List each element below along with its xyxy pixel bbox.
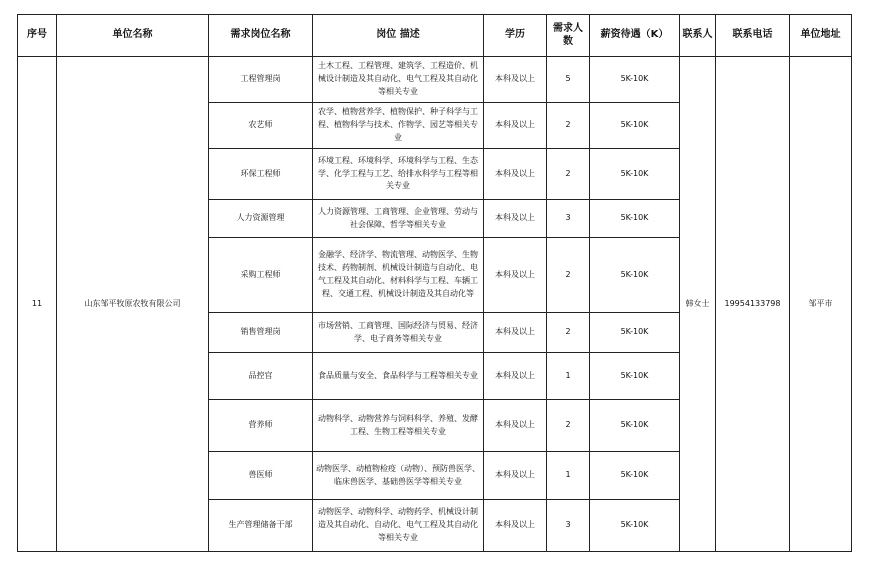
count-cell: 3: [547, 500, 590, 552]
count-cell: 5: [547, 57, 590, 103]
recruitment-table: [17, 14, 852, 552]
salary-cell: 5K-10K: [590, 400, 680, 452]
position-description: 环境工程、环境科学、环境科学与工程、生态学、化学工程与工艺、给排水科学与工程等相关专业: [313, 149, 484, 200]
company-name: 山东邹平牧原农牧有限公司: [57, 57, 209, 552]
header-row: [18, 15, 852, 57]
header-contact: 联系人: [680, 15, 716, 57]
header-address: 单位地址: [790, 15, 852, 57]
position-name: 农艺师: [209, 103, 313, 149]
count-cell: 2: [547, 313, 590, 353]
position-description: 金融学、经济学、物流管理、动物医学、生物技术、药物制剂、机械设计制造与自动化、电气工程及其自动化、材料科学与工程、车辆工程、交通工程、机械设计制造及其自动化等: [313, 238, 484, 313]
education-cell: 本科及以上: [484, 200, 547, 238]
position-description: 人力资源管理、工商管理、企业管理、劳动与社会保障、哲学等相关专业: [313, 200, 484, 238]
header-company: 单位名称: [57, 15, 209, 57]
position-name: 人力资源管理: [209, 200, 313, 238]
education-cell: 本科及以上: [484, 57, 547, 103]
salary-cell: 5K-10K: [590, 149, 680, 200]
count-cell: 3: [547, 200, 590, 238]
education-cell: 本科及以上: [484, 238, 547, 313]
header-salary: 薪资待遇（K）: [590, 15, 680, 57]
salary-cell: 5K-10K: [590, 353, 680, 400]
salary-cell: 5K-10K: [590, 313, 680, 353]
position-name: 环保工程师: [209, 149, 313, 200]
position-description: 动物医学、动植物检疫（动物）、预防兽医学、临床兽医学、基础兽医学等相关专业: [313, 452, 484, 500]
salary-cell: 5K-10K: [590, 103, 680, 149]
education-cell: 本科及以上: [484, 400, 547, 452]
position-name: 生产管理储备干部: [209, 500, 313, 552]
education-cell: 本科及以上: [484, 103, 547, 149]
header-count: 需求人数: [547, 15, 590, 57]
position-name: 品控官: [209, 353, 313, 400]
count-cell: 2: [547, 103, 590, 149]
count-cell: 1: [547, 353, 590, 400]
salary-cell: 5K-10K: [590, 452, 680, 500]
salary-cell: 5K-10K: [590, 57, 680, 103]
position-name: 营养师: [209, 400, 313, 452]
contact-person: 韩女士: [680, 57, 716, 552]
education-cell: 本科及以上: [484, 313, 547, 353]
position-name: 兽医师: [209, 452, 313, 500]
header-education: 学历: [484, 15, 547, 57]
position-description: 农学、植物营养学、植物保护、种子科学与工程、植物科学与技术、作物学、园艺等相关专业: [313, 103, 484, 149]
education-cell: 本科及以上: [484, 353, 547, 400]
header-seq: 序号: [18, 15, 57, 57]
salary-cell: 5K-10K: [590, 200, 680, 238]
position-description: 土木工程、工程管理、建筑学、工程造价、机械设计制造及其自动化、电气工程及其自动化等相关专业: [313, 57, 484, 103]
position-description: 食品质量与安全、食品科学与工程等相关专业: [313, 353, 484, 400]
position-description: 动物医学、动物科学、动物药学、机械设计制造及其自动化、自动化、电气工程及其自动化等相关专业: [313, 500, 484, 552]
position-name: 销售管理岗: [209, 313, 313, 353]
education-cell: 本科及以上: [484, 452, 547, 500]
count-cell: 2: [547, 238, 590, 313]
education-cell: 本科及以上: [484, 149, 547, 200]
position-description: 市场营销、工商管理、国际经济与贸易、经济学、电子商务等相关专业: [313, 313, 484, 353]
position-name: 工程管理岗: [209, 57, 313, 103]
header-description: 岗位 描述: [313, 15, 484, 57]
header-phone: 联系电话: [716, 15, 790, 57]
position-name: 采购工程师: [209, 238, 313, 313]
header-position: 需求岗位名称: [209, 15, 313, 57]
company-address: 邹平市: [790, 57, 852, 552]
salary-cell: 5K-10K: [590, 500, 680, 552]
education-cell: 本科及以上: [484, 500, 547, 552]
count-cell: 1: [547, 452, 590, 500]
count-cell: 2: [547, 149, 590, 200]
table-row: [18, 57, 852, 103]
contact-phone: 19954133798: [716, 57, 790, 552]
position-description: 动物科学、动物营养与饲料科学、养殖、发酵工程、生物工程等相关专业: [313, 400, 484, 452]
salary-cell: 5K-10K: [590, 238, 680, 313]
count-cell: 2: [547, 400, 590, 452]
company-seq: 11: [18, 57, 57, 552]
